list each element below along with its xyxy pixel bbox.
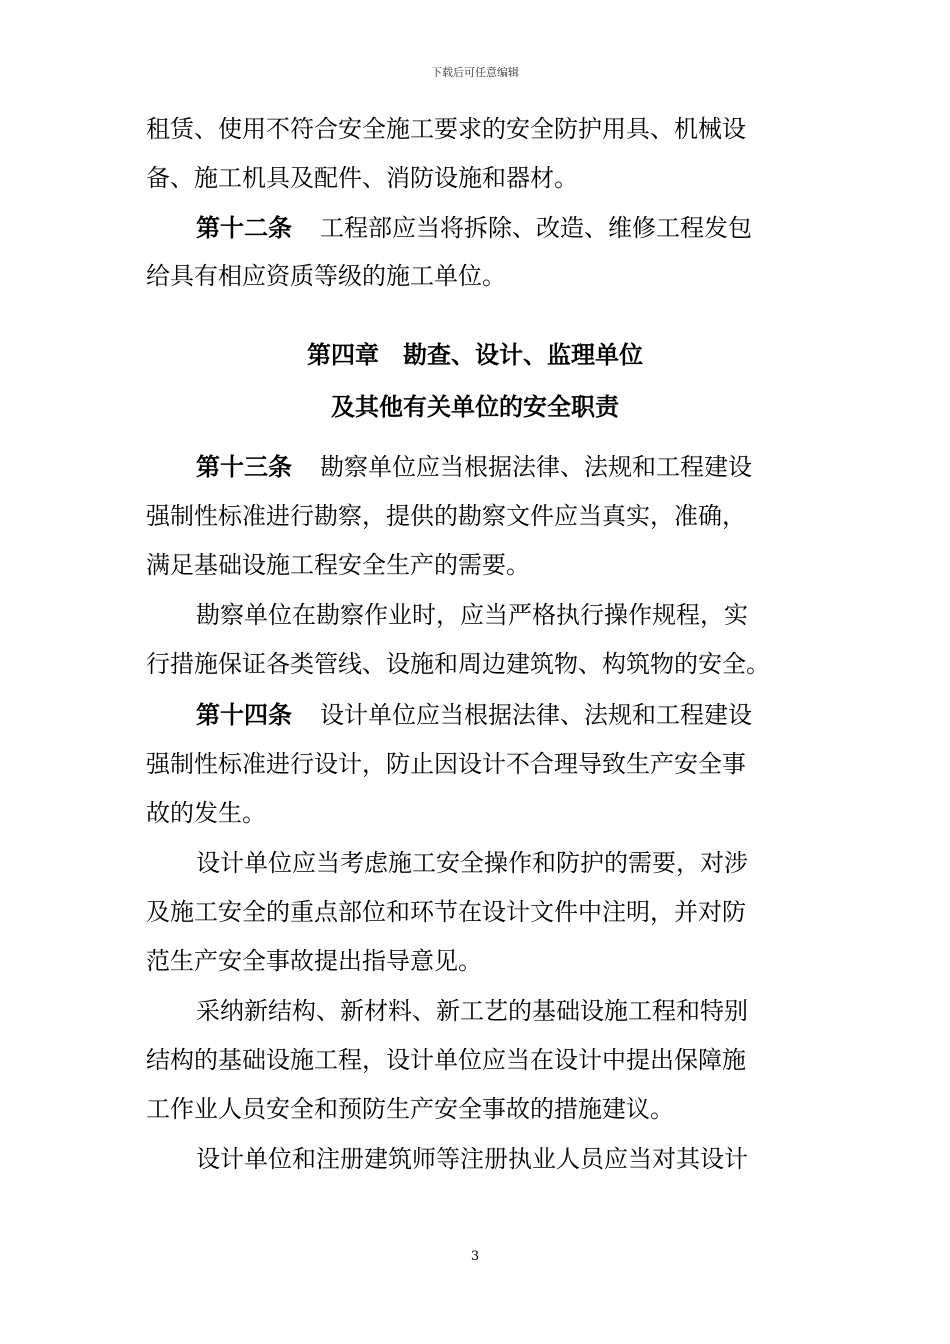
article-14-line: 工作业人员安全和预防生产安全事故的措施建议。	[146, 1095, 674, 1123]
article-14-line: 故的发生。	[146, 799, 266, 827]
article-13-line: 勘察单位在勘察作业时，应当严格执行操作规程，实	[196, 601, 748, 629]
article-14-line: 设计单位应当考虑施工安全操作和防护的需要，对涉	[196, 849, 748, 877]
body-line: 租赁、使用不符合安全施工要求的安全防护用具、机械设	[146, 115, 746, 143]
article-14-line: 强制性标准进行设计，防止因设计不合理导致生产安全事	[146, 750, 746, 778]
article-13-line: 满足基础设施工程安全生产的需要。	[146, 551, 530, 579]
article-14-line: 设计单位和注册建筑师等注册执业人员应当对其设计	[196, 1145, 748, 1173]
article-12-label: 第十二条	[196, 214, 292, 242]
article-12-line	[196, 205, 856, 252]
article-12-text: 工程部应当将拆除、改造、维修工程发包	[320, 214, 752, 242]
article-13-label: 第十三条	[196, 453, 292, 481]
chapter-subtitle: 及其他有关单位的安全职责	[331, 393, 619, 421]
article-13-line: 行措施保证各类管线、设施和周边建筑物、构筑物的安全。	[146, 650, 770, 678]
article-13-line	[196, 444, 856, 491]
article-13-line: 强制性标准进行勘察，提供的勘察文件应当真实，准确，	[146, 502, 746, 530]
article-14-label: 第十四条	[196, 701, 292, 729]
page-header: 下载后可任意编辑	[431, 66, 519, 79]
page-number: 3	[470, 1249, 480, 1264]
article-14-line: 采纳新结构、新材料、新工艺的基础设施工程和特别	[196, 997, 748, 1025]
body-line: 备、施工机具及配件、消防设施和器材。	[146, 164, 578, 192]
article-14-line: 及施工安全的重点部位和环节在设计文件中注明，并对防	[146, 898, 746, 926]
article-14-text: 设计单位应当根据法律、法规和工程建设	[320, 701, 752, 729]
article-14-line: 范生产安全事故提出指导意见。	[146, 947, 482, 975]
article-12-line: 给具有相应资质等级的施工单位。	[146, 262, 506, 290]
article-14-line	[196, 692, 856, 739]
article-14-line: 结构的基础设施工程，设计单位应当在设计中提出保障施	[146, 1046, 746, 1074]
article-13-text: 勘察单位应当根据法律、法规和工程建设	[320, 453, 752, 481]
chapter-title: 第四章 勘查、设计、监理单位	[307, 341, 643, 369]
